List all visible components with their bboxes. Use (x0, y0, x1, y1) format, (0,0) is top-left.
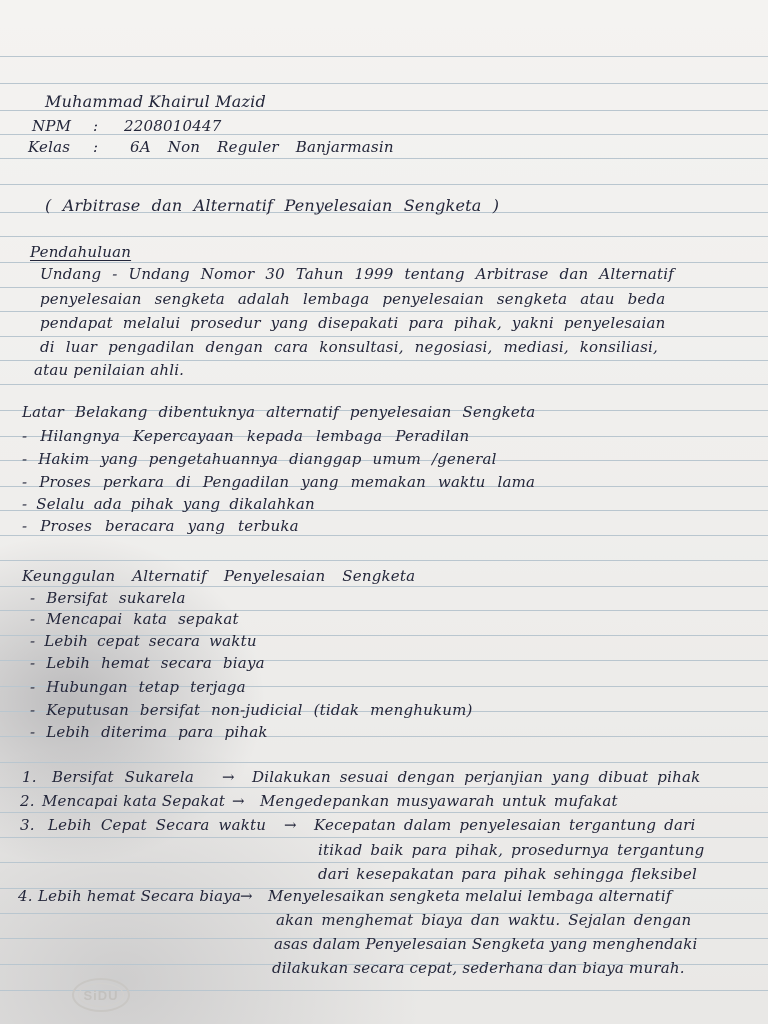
penjelasan-line: Menyelesaikan sengketa melalui lembaga alternatif (268, 887, 672, 905)
ruled-line (0, 837, 768, 838)
keunggulan-item: - Keputusan bersifat non-judicial (tidak menghukum) (30, 701, 473, 719)
keunggulan-item: - Bersifat sukarela (30, 589, 186, 607)
latar-belakang-heading: Latar Belakang dibentuknya alternatif penyelesaian Sengketa (22, 403, 536, 421)
paper-brand-logo (72, 978, 130, 1012)
keunggulan-item: - Lebih hemat secara biaya (30, 654, 265, 672)
ruled-line (0, 83, 768, 84)
logo-text: SiDU (83, 987, 119, 1003)
kelas-label: Kelas (28, 138, 71, 156)
keunggulan-item: - Lebih cepat secara waktu (30, 632, 257, 650)
keunggulan-item: - Mencapai kata sepakat (30, 610, 239, 628)
npm-value: 2208010447 (124, 117, 222, 135)
kelas-value: 6A Non Reguler Banjarmasin (130, 138, 394, 156)
ruled-line (0, 586, 768, 587)
penjelasan-term: Lebih hemat Secara biaya (38, 887, 242, 905)
student-name: Muhammad Khairul Mazid (45, 92, 266, 111)
ruled-line (0, 311, 768, 312)
page-title: ( Arbitrase dan Alternatif Penyelesaian Sengketa ) (45, 196, 500, 215)
penjelasan-line: asas dalam Penyelesaian Sengketa yang menghendaki (274, 935, 698, 953)
arrow-right-icon: → (240, 887, 253, 905)
penjelasan-line: Kecepatan dalam penyelesaian tergantung dari (314, 816, 696, 834)
ruled-line (0, 184, 768, 185)
penjelasan-line: akan menghemat biaya dan waktu. Sejalan dengan (276, 911, 692, 929)
arrow-right-icon: → (284, 816, 297, 834)
kelas-separator: : (93, 138, 99, 156)
npm-separator: : (93, 117, 99, 135)
penjelasan-number: 4. (18, 887, 33, 905)
ruled-line (0, 812, 768, 813)
arrow-right-icon: → (232, 792, 245, 810)
pendahuluan-line: Undang - Undang Nomor 30 Tahun 1999 tentang Arbitrase dan Alternatif (40, 265, 674, 283)
pendahuluan-line: pendapat melalui prosedur yang disepakati para pihak, yakni penyelesaian (40, 314, 666, 332)
ruled-line (0, 862, 768, 863)
pendahuluan-line: di luar pengadilan dengan cara konsultasi, negosiasi, mediasi, konsiliasi, (40, 338, 659, 356)
ruled-line (0, 262, 768, 263)
pendahuluan-heading: Pendahuluan (30, 243, 132, 261)
latar-belakang-item: - Proses perkara di Pengadilan yang memakan waktu lama (22, 473, 536, 491)
penjelasan-line: itikad baik para pihak, prosedurnya tergantung (318, 841, 705, 859)
ruled-line (0, 787, 768, 788)
logo-ring (78, 983, 124, 1007)
ruled-line (0, 762, 768, 763)
penjelasan-number: 3. (20, 816, 35, 834)
penjelasan-term: Mencapai kata Sepakat (42, 792, 226, 810)
keunggulan-item: - Hubungan tetap terjaga (30, 678, 246, 696)
penjelasan-line: dilakukan secara cepat, sederhana dan biaya murah. (272, 959, 685, 977)
penjelasan-term: Lebih Cepat Secara waktu (48, 816, 267, 834)
penjelasan-line: Mengedepankan musyawarah untuk mufakat (260, 792, 618, 810)
ruled-line (0, 384, 768, 385)
keunggulan-heading: Keunggulan Alternatif Penyelesaian Sengketa (22, 567, 416, 585)
pendahuluan-line: penyelesaian sengketa adalah lembaga penyelesaian sengketa atau beda (40, 290, 666, 308)
pendahuluan-line: atau penilaian ahli. (34, 361, 185, 379)
ruled-line (0, 236, 768, 237)
arrow-right-icon: → (222, 768, 235, 786)
npm-label: NPM (32, 117, 72, 135)
ruled-line (0, 134, 768, 135)
latar-belakang-item: - Proses beracara yang terbuka (22, 517, 299, 535)
ruled-line (0, 287, 768, 288)
penjelasan-number: 2. (20, 792, 35, 810)
latar-belakang-item: - Selalu ada pihak yang dikalahkan (22, 495, 315, 513)
keunggulan-item: - Lebih diterima para pihak (30, 723, 268, 741)
penjelasan-number: 1. (22, 768, 37, 786)
ruled-line (0, 560, 768, 561)
latar-belakang-item: - Hakim yang pengetahuannya dianggap umum /general (22, 450, 497, 468)
penjelasan-line: Dilakukan sesuai dengan perjanjian yang dibuat pihak (252, 768, 701, 786)
latar-belakang-item: - Hilangnya Kepercayaan kepada lembaga Peradilan (22, 427, 470, 445)
ruled-line (0, 158, 768, 159)
ruled-line (0, 56, 768, 57)
penjelasan-line: dari kesepakatan para pihak sehingga fleksibel (318, 865, 697, 883)
penjelasan-term: Bersifat Sukarela (52, 768, 195, 786)
